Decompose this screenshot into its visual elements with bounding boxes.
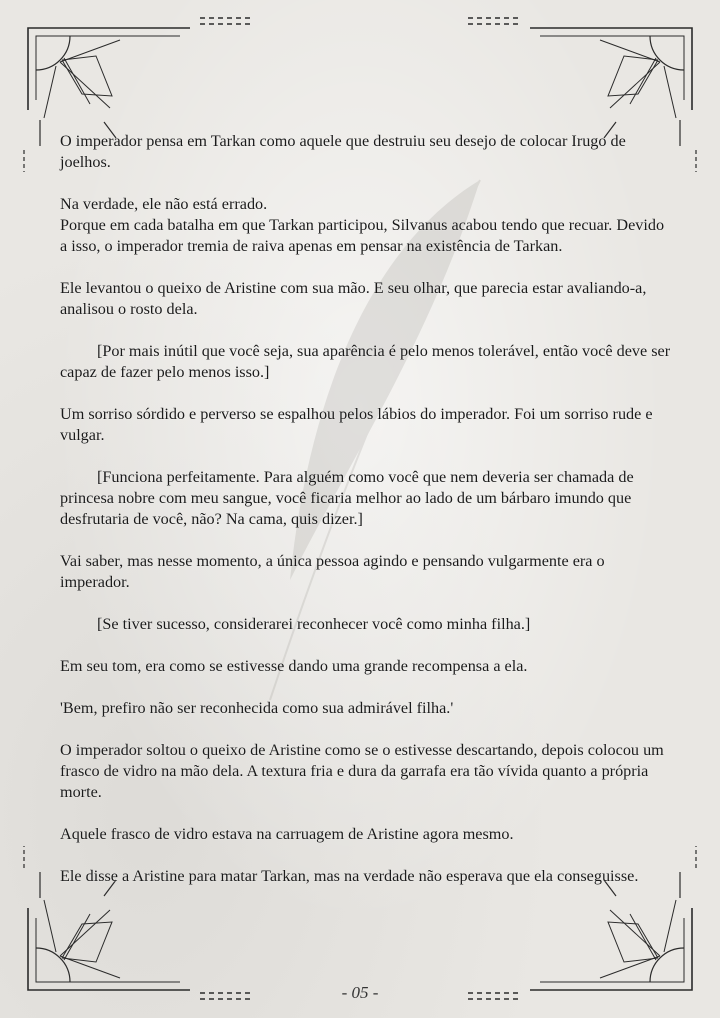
paragraph: O imperador soltou o queixo de Aristine como se o estivesse descartando, depois colocou um frasco de vidro na mão dela. A textura fria e dura da garrafa era tão vívida quanto a própria morte.: [60, 741, 664, 801]
page-number: - 05 -: [341, 983, 379, 1002]
paragraph: Vai saber, mas nesse momento, a única pessoa agindo e pensando vulgarmente era o imperador.: [60, 552, 605, 591]
paragraph: [Por mais inútil que você seja, sua aparência é pelo menos tolerável, então você deve ser capaz de fazer pelo menos isso.]: [60, 342, 671, 381]
paragraph: [Se tiver sucesso, considerarei reconhecer você como minha filha.]: [97, 615, 531, 633]
paragraph: Aquele frasco de vidro estava na carruagem de Aristine agora mesmo.: [60, 825, 514, 843]
paragraph: Um sorriso sórdido e perverso se espalhou pelos lábios do imperador. Foi um sorriso rude e vulgar.: [60, 405, 653, 444]
paragraph: 'Bem, prefiro não ser reconhecida como sua admirável filha.': [60, 699, 454, 717]
paragraph: O imperador pensa em Tarkan como aquele que destruiu seu desejo de colocar Irugo de joelhos.: [60, 132, 626, 171]
paragraph: Em seu tom, era como se estivesse dando uma grande recompensa a ela.: [60, 657, 528, 675]
paragraph: Na verdade, ele não está errado. Porque em cada batalha em que Tarkan participou, Silvanus acabou tendo que recuar. Devido a isso, o imperador tremia de raiva apenas em pensar na existência de Tarkan.: [60, 195, 665, 255]
paragraph: Ele levantou o queixo de Aristine com sua mão. E seu olhar, que parecia estar avaliando-a, analisou o rosto dela.: [60, 279, 647, 318]
paragraph: Ele disse a Aristine para matar Tarkan, mas na verdade não esperava que ela conseguisse.: [60, 867, 639, 885]
body-text: [60, 131, 672, 908]
paragraph: [Funciona perfeitamente. Para alguém como você que nem deveria ser chamada de princesa nobre com meu sangue, você ficaria melhor ao lado de um bárbaro imundo que desfrutaria de você, não? Na cama, quis dizer.]: [60, 468, 634, 528]
